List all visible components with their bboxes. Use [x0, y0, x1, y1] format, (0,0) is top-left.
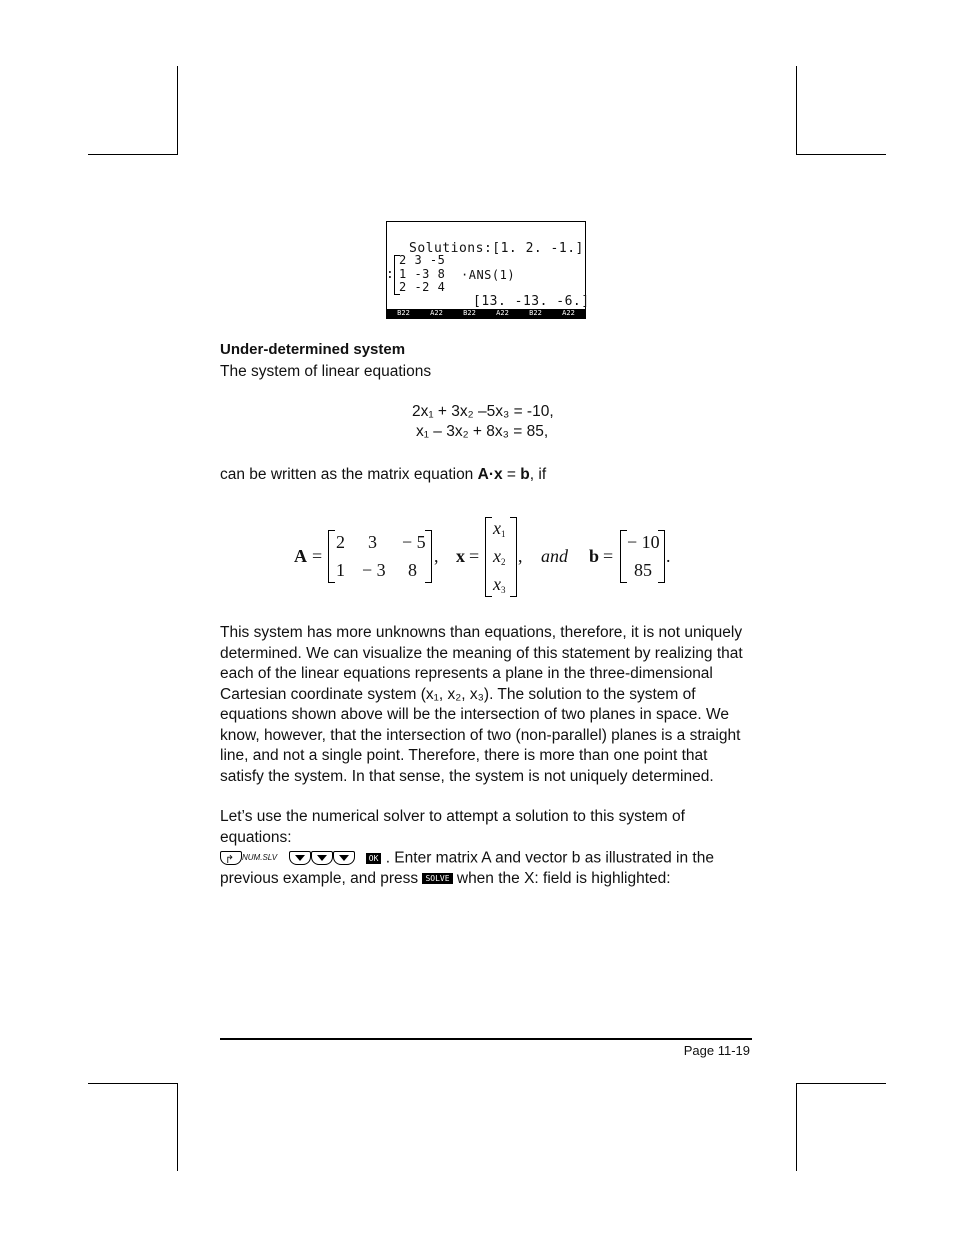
softkey: B22 — [463, 309, 476, 317]
solver-paragraph — [220, 807, 760, 889]
num-slv-label: NUM.SLV — [242, 853, 278, 862]
screen-ans: ·ANS(1) — [461, 268, 516, 282]
matrix-A-cell: 1 — [336, 560, 345, 580]
matrix-bracket — [425, 530, 432, 583]
dot-operator: · — [488, 466, 494, 483]
crop-mark — [177, 1083, 178, 1171]
and-word: and — [541, 546, 568, 566]
ok-softkey-icon: OK — [366, 853, 382, 864]
crop-mark — [796, 1083, 886, 1084]
matrix-A-cell: 3 — [368, 532, 377, 552]
matrix-A-label: A — [294, 546, 307, 566]
screen-matrix-row: 1 -3 8 — [399, 267, 446, 281]
down-arrow-key-icon — [289, 851, 311, 865]
vector-x-label: x — [456, 546, 465, 566]
bold-x: x — [494, 466, 503, 483]
intro-text: The system of linear equations — [220, 363, 432, 380]
solver-line-3-suffix: when the X: field is highlighted: — [452, 869, 671, 887]
vector-b-entry: 85 — [634, 560, 652, 580]
matrix-bracket — [328, 530, 335, 583]
section-heading: Under-determined system — [220, 341, 406, 358]
down-arrow-key-icon — [333, 851, 355, 865]
right-shift-key-icon: ↱ — [220, 851, 242, 865]
softkey: B22 — [529, 309, 542, 317]
vector-x-entry: $x_3$ — [493, 574, 506, 595]
matrix-bracket — [620, 530, 627, 583]
crop-mark — [88, 1083, 178, 1084]
vector-x-entry: $x_1$ — [493, 518, 506, 539]
solver-line-1: Let’s use the numerical solver to attempt a solution to this system of equations: — [220, 808, 685, 846]
footer-rule — [220, 1038, 752, 1040]
softkey: A22 — [562, 309, 575, 317]
solver-line-2 — [220, 848, 760, 869]
screen-colon: : — [386, 267, 395, 282]
vector-b-label: b — [589, 546, 600, 566]
solver-line-2-text: . Enter matrix A and vector b as illustrated in the — [381, 849, 714, 867]
matrix-A-cell: − 5 — [402, 532, 426, 552]
solver-line-3 — [220, 869, 760, 890]
sentence-prefix: can be written as the matrix equation — [220, 466, 478, 483]
softkey: A22 — [496, 309, 509, 317]
solve-softkey-icon: SOLVE — [422, 873, 452, 884]
explanation-paragraph: This system has more unknowns than equations, therefore, it is not uniquely determined. We can visualize the meaning of this statement by realizing that each of the linear equations represents a plane in the three-dimensional Cartesian coordinate system (x₁, x₂, x₃). The solution to the system of equations shown above will be the intersection of two planes in space. We know, however, that the intersection of two (non-parallel) planes is a straight line, and not a single point. Therefore, there is more than one point that satisfy the system. In that sense, the system is not uniquely determined. — [220, 624, 743, 785]
matrix-A-cell: − 3 — [362, 560, 386, 580]
comma: , — [434, 546, 439, 566]
bold-b: b — [520, 466, 530, 483]
vector-b-entry: − 10 — [627, 532, 660, 552]
softkey: B22 — [397, 309, 410, 317]
screen-matrix-row: 2 3 -5 — [399, 253, 446, 267]
vector-x-entry: $x_2$ — [493, 546, 506, 567]
eq-sign: = — [469, 546, 480, 566]
screen-solutions-line: Solutions:[1. 2. -1.] — [409, 241, 584, 256]
matrix-A-cell: 2 — [336, 532, 345, 552]
matrix-bracket — [510, 517, 517, 597]
eq-sign: = — [312, 546, 323, 566]
sentence-suffix: , if — [529, 466, 547, 483]
equation-1: 2x₁ + 3x₂ –5x₃ = -10, — [412, 403, 554, 420]
screen-result: [13. -13. -6.] — [473, 294, 590, 309]
matrix-bracket — [658, 530, 665, 583]
comma: , — [518, 546, 523, 566]
softkey: A22 — [430, 309, 443, 317]
down-arrow-key-icon — [311, 851, 333, 865]
solver-line-3-prefix: previous example, and press — [220, 869, 423, 887]
page-number: Page 11-19 — [683, 1043, 750, 1058]
equation-2: x₁ – 3x₂ + 8x₃ = 85, — [416, 423, 549, 440]
bold-A: A — [477, 466, 489, 483]
equals: = — [502, 466, 521, 483]
matrix-A-cell: 8 — [408, 560, 417, 580]
eq-sign: = — [603, 546, 614, 566]
crop-mark — [796, 1083, 797, 1171]
matrix-display — [0, 0, 954, 600]
matrix-bracket — [485, 517, 492, 597]
screen-matrix-row: 2 -2 4 — [399, 280, 446, 294]
period: . — [666, 546, 671, 566]
